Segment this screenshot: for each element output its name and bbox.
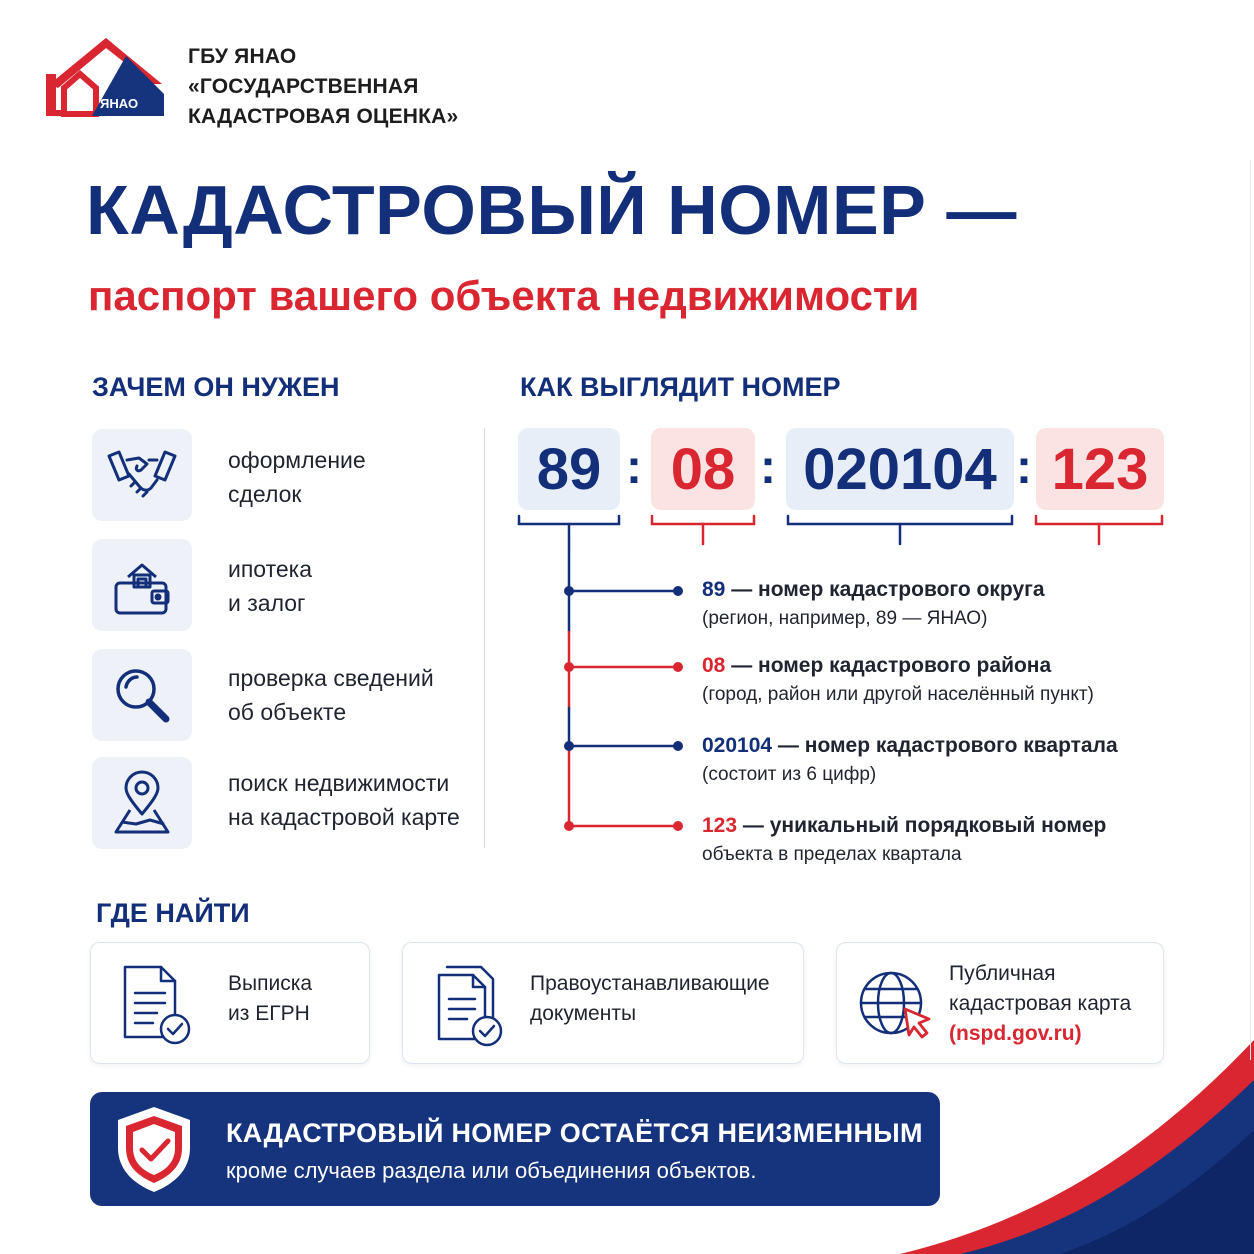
legend-desc: (регион, например, 89 — ЯНАО) [702,608,988,629]
banner-title: КАДАСТРОВЫЙ НОМЕР ОСТАЁТСЯ НЕИЗМЕННЫМ [226,1118,923,1148]
legend-num: 123 [702,814,738,837]
page-subtitle: паспорт вашего объекта недвижимости [88,272,920,319]
org-line-1: ГБУ ЯНАО [188,45,297,68]
legend-item-quarter [702,734,1118,786]
feature-icon-box-mortgage [92,539,192,631]
logo [42,34,170,120]
legend-desc: объекта в пределах квартала [702,844,962,865]
feature-deals-line2: сделок [228,481,302,507]
org-name [188,42,458,132]
feature-check-line1: проверка сведений [228,665,434,691]
where-heading: ГДЕ НАЙТИ [96,898,250,928]
card-documents-line2: документы [530,1002,637,1025]
feature-check [228,661,434,729]
feature-deals-line1: оформление [228,447,366,473]
card-egrn-line1: Выписка [228,972,313,995]
org-line-3: КАДАСТРОВАЯ ОЦЕНКА» [188,105,459,128]
number-part-object: 123 [1036,428,1164,510]
card-map-line2: кадастровая карта [949,992,1132,1015]
feature-map [228,766,460,834]
card-map-line1: Публичная [949,962,1056,985]
feature-mortgage-line2: и залог [228,590,306,616]
legend-title: — номер кадастрового квартала [777,734,1118,757]
card-map-link[interactable]: (nspd.gov.ru) [949,1022,1082,1045]
right-border-line [1250,160,1251,1060]
card-documents-text [530,969,770,1029]
org-line-2: «ГОСУДАРСТВЕННАЯ [188,75,419,98]
legend-num: 89 [702,578,726,601]
shield-check-icon [112,1104,196,1194]
card-title-documents [402,942,804,1064]
banner-subtitle: кроме случаев раздела или объединения объектов. [226,1158,757,1183]
feature-mortgage-line1: ипотека [228,556,313,582]
globe-cursor-icon [857,967,937,1041]
feature-icon-box-map [92,757,192,849]
magnifier-icon [110,663,174,727]
feature-icon-box-deals [92,429,192,521]
legend-title: — номер кадастрового округа [731,578,1045,601]
legend-num: 020104 [702,734,773,757]
legend-desc: (город, район или другой населённый пункт) [702,684,1094,705]
feature-mortgage [228,552,312,620]
legend-item-object [702,814,1106,866]
legend-num: 08 [702,654,726,677]
separator-3: : [1016,441,1032,494]
legend-item-district [702,578,1045,630]
logo-text: ЯНАО [100,96,139,111]
how-heading: КАК ВЫГЛЯДИТ НОМЕР [520,372,841,402]
document-check-icon [121,963,193,1047]
legend-title: — номер кадастрового района [731,654,1052,677]
house-wallet-icon [110,553,174,617]
card-egrn-text [228,969,312,1029]
legend-desc: (состоит из 6 цифр) [702,764,877,785]
card-documents-line1: Правоустанавливающие [530,972,770,995]
map-pin-icon [110,770,174,836]
feature-check-line2: об объекте [228,699,347,725]
legend-item-region [702,654,1094,706]
column-divider [484,428,485,848]
card-egrn-line2: из ЕГРН [228,1002,310,1025]
card-public-map [836,942,1164,1064]
documents-check-icon [435,963,511,1047]
number-part-district: 89 [518,428,620,510]
feature-icon-box-check [92,649,192,741]
page-title: КАДАСТРОВЫЙ НОМЕР — [86,171,1017,249]
separator-1: : [626,441,642,494]
number-part-region: 08 [651,428,755,510]
legend-title: — уникальный порядковый номер [742,814,1107,837]
feature-map-line2: на кадастровой карте [228,804,460,830]
card-map-text [949,959,1131,1049]
feature-deals [228,443,366,511]
why-heading: ЗАЧЕМ ОН НУЖЕН [92,372,340,402]
number-part-quarter: 020104 [786,428,1014,510]
info-banner [90,1092,940,1206]
feature-map-line1: поиск недвижимости [228,770,450,796]
separator-2: : [760,441,776,494]
handshake-icon [105,446,179,504]
card-egrn [90,942,370,1064]
